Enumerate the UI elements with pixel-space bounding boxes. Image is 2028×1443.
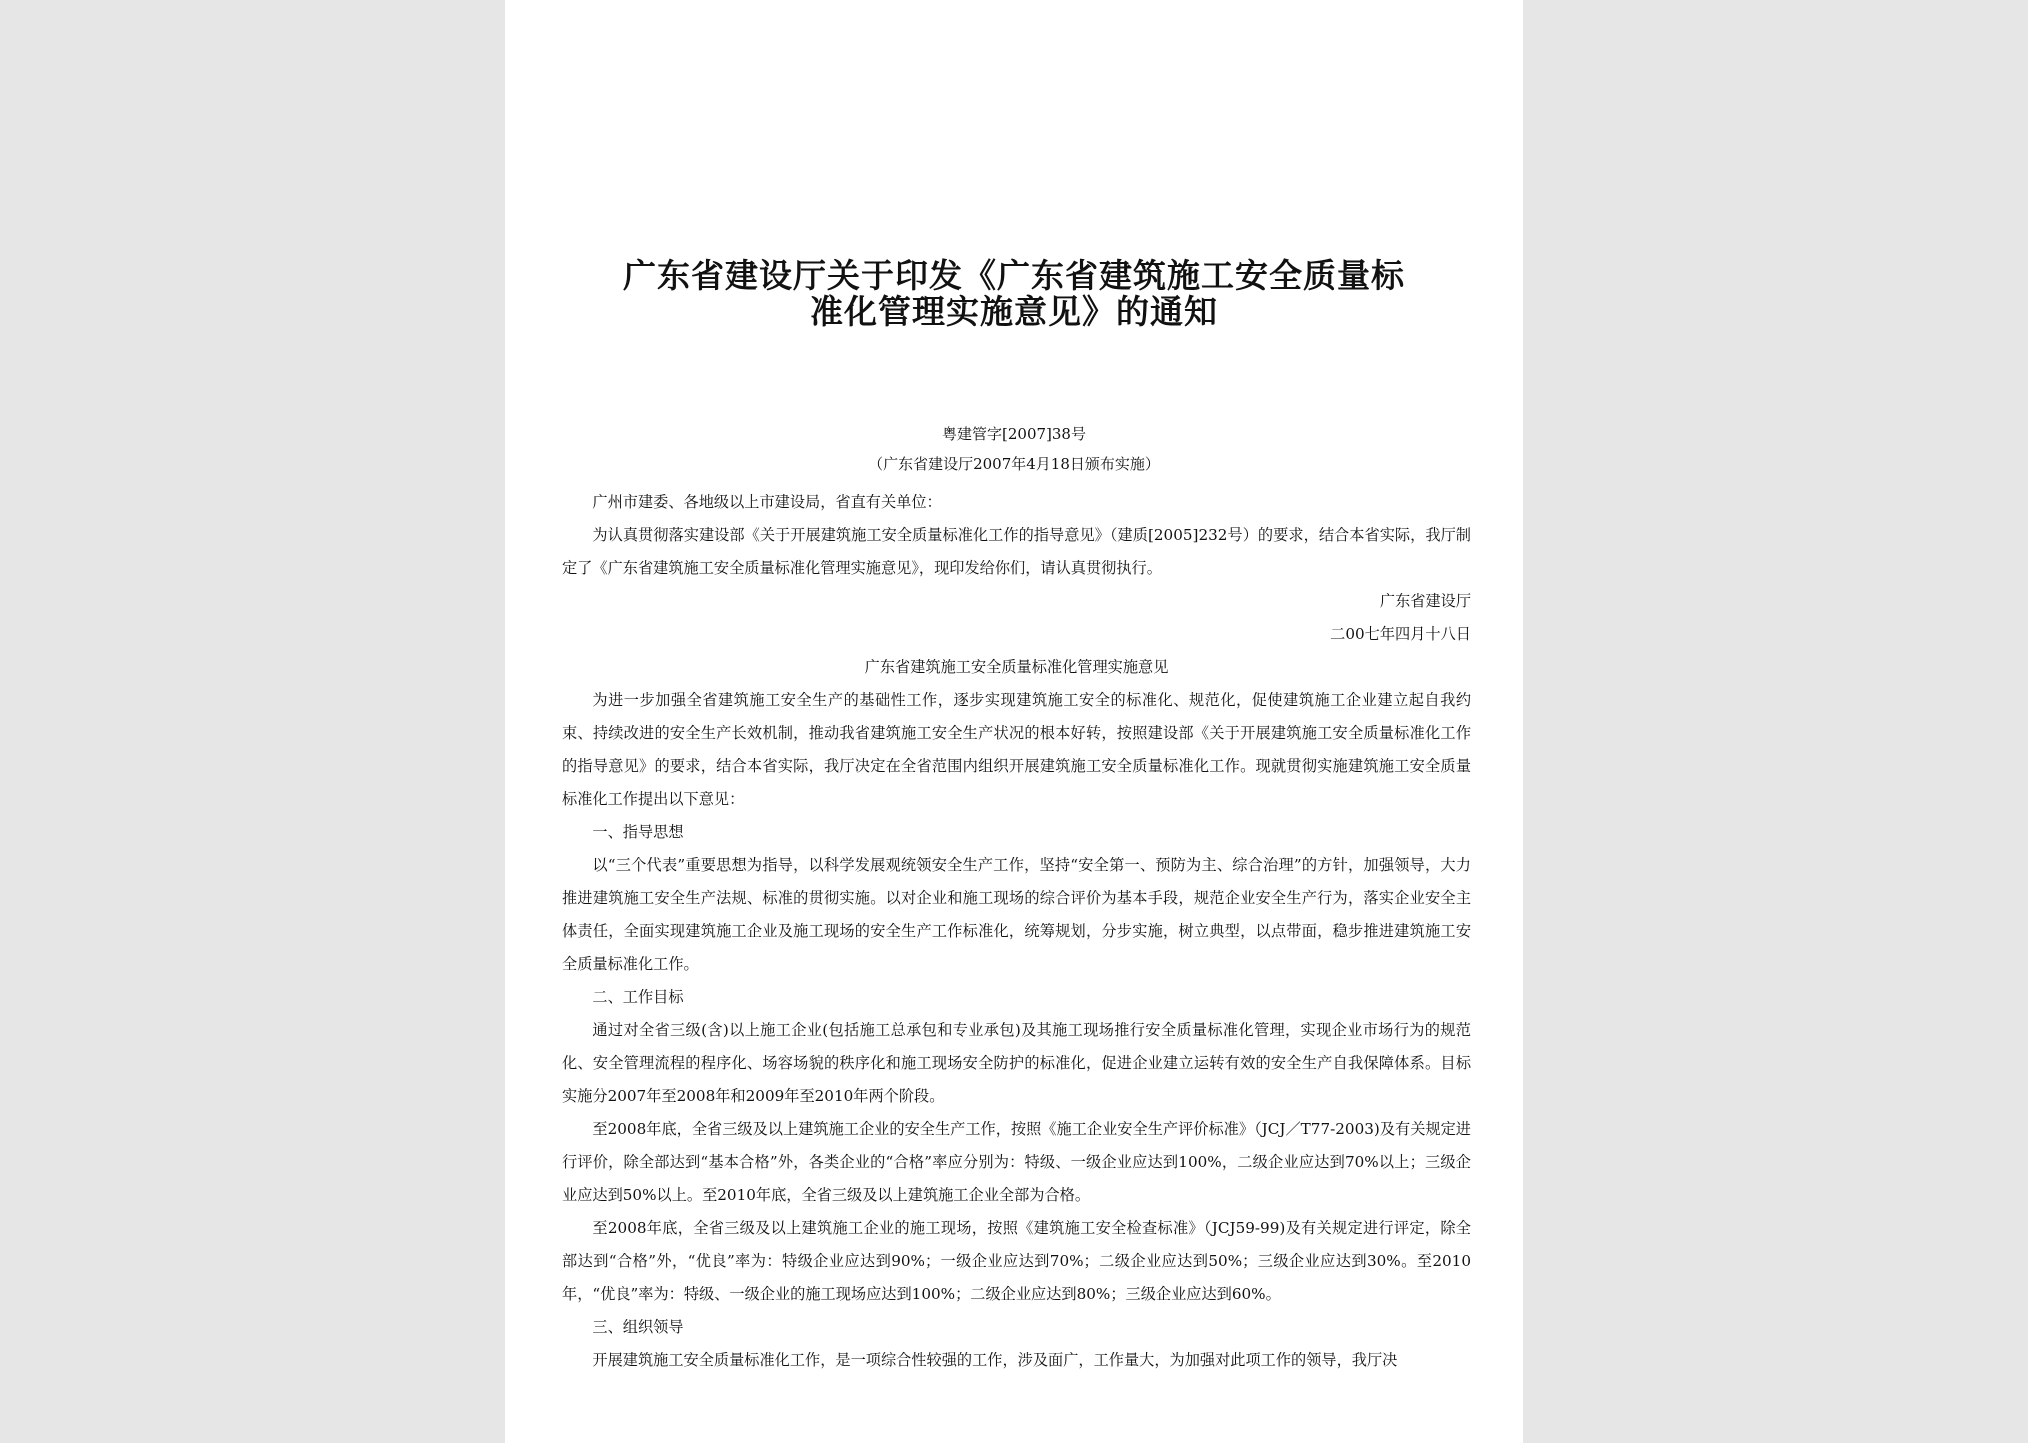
section-3-heading: 三、组织领导 bbox=[592, 1318, 684, 1336]
document-page bbox=[505, 0, 1523, 1443]
signature: 广东省建设厅 bbox=[1379, 592, 1471, 610]
section-2-paragraph-2: 至2008年底，全省三级及以上建筑施工企业的安全生产工作，按照《施工企业安全生产评价标准》（JCJ／T77-2003)及有关规定进行评价，除全部达到“基本合格”外，各类企业的“合格”率应分别为：特级、一级企业应达到100%，二级企业应达到70%以上；三级企业应达到50%以上。至2010年底，全省三级及以上建筑施工企业全部为合格。 bbox=[562, 1120, 1471, 1204]
preamble-paragraph: 为进一步加强全省建筑施工安全生产的基础性工作，逐步实现建筑施工安全的标准化、规范化，促使建筑施工企业建立起自我约束、持续改进的安全生产长效机制，推动我省建筑施工安全生产状况的根本好转，按照建设部《关于开展建筑施工安全质量标准化工作的指导意见》的要求，结合本省实际，我厅决定在全省范围内组织开展建筑施工安全质量标准化工作。现就贯彻实施建筑施工安全质量标准化工作提出以下意见： bbox=[562, 691, 1471, 808]
section-2-paragraph-1: 通过对全省三级(含)以上施工企业(包括施工总承包和专业承包)及其施工现场推行安全质量标准化管理，实现企业市场行为的规范化、安全管理流程的程序化、场容场貌的秩序化和施工现场安全防护的标准化，促进企业建立运转有效的安全生产自我保障体系。目标实施分2007年至2008年和2009年至2010年两个阶段。 bbox=[562, 1021, 1471, 1105]
section-1-paragraph: 以“三个代表”重要思想为指导，以科学发展观统领安全生产工作，坚持“安全第一、预防为主、综合治理”的方针，加强领导，大力推进建筑施工安全生产法规、标准的贯彻实施。以对企业和施工现场的综合评价为基本手段，规范企业安全生产行为，落实企业安全主体责任，全面实现建筑施工企业及施工现场的安全生产工作标准化，统筹规划，分步实施，树立典型，以点带面，稳步推进建筑施工安全质量标准化工作。 bbox=[562, 856, 1471, 973]
section-2-heading: 二、工作目标 bbox=[592, 988, 684, 1006]
section-2-paragraph-3: 至2008年底，全省三级及以上建筑施工企业的施工现场，按照《建筑施工安全检查标准》（JCJ59-99)及有关规定进行评定，除全部达到“合格”外，“优良”率为：特级企业应达到90%；一级企业应达到70%；二级企业应达到50%；三级企业应达到30%。至2010年，“优良”率为：特级、一级企业的施工现场应达到100%；二级企业应达到80%；三级企业应达到60%。 bbox=[562, 1219, 1471, 1303]
title-line-2: 准化管理实施意见》的通知 bbox=[810, 292, 1218, 331]
addressee: 广州市建委、各地级以上市建设局，省直有关单位： bbox=[592, 493, 942, 511]
section-1-heading: 一、指导思想 bbox=[592, 823, 684, 841]
issue-note: （广东省建设厅2007年4月18日颁布实施） bbox=[868, 455, 1160, 473]
subtitle: 广东省建筑施工安全质量标准化管理实施意见 bbox=[864, 658, 1169, 676]
document-title bbox=[505, 258, 1523, 330]
document-body bbox=[562, 486, 1471, 1377]
document-number: 粤建管字[2007]38号 bbox=[942, 425, 1086, 443]
signature-date: 二00七年四月十八日 bbox=[1330, 625, 1471, 643]
section-3-paragraph: 开展建筑施工安全质量标准化工作，是一项综合性较强的工作，涉及面广，工作量大，为加强对此项工作的领导，我厅决 bbox=[592, 1351, 1398, 1369]
title-line-1: 广东省建设厅关于印发《广东省建筑施工安全质量标 bbox=[623, 256, 1405, 295]
intro-paragraph: 为认真贯彻落实建设部《关于开展建筑施工安全质量标准化工作的指导意见》（建质[2005]232号）的要求，结合本省实际，我厅制定了《广东省建筑施工安全质量标准化管理实施意见》，现印发给你们，请认真贯彻执行。 bbox=[562, 526, 1471, 577]
